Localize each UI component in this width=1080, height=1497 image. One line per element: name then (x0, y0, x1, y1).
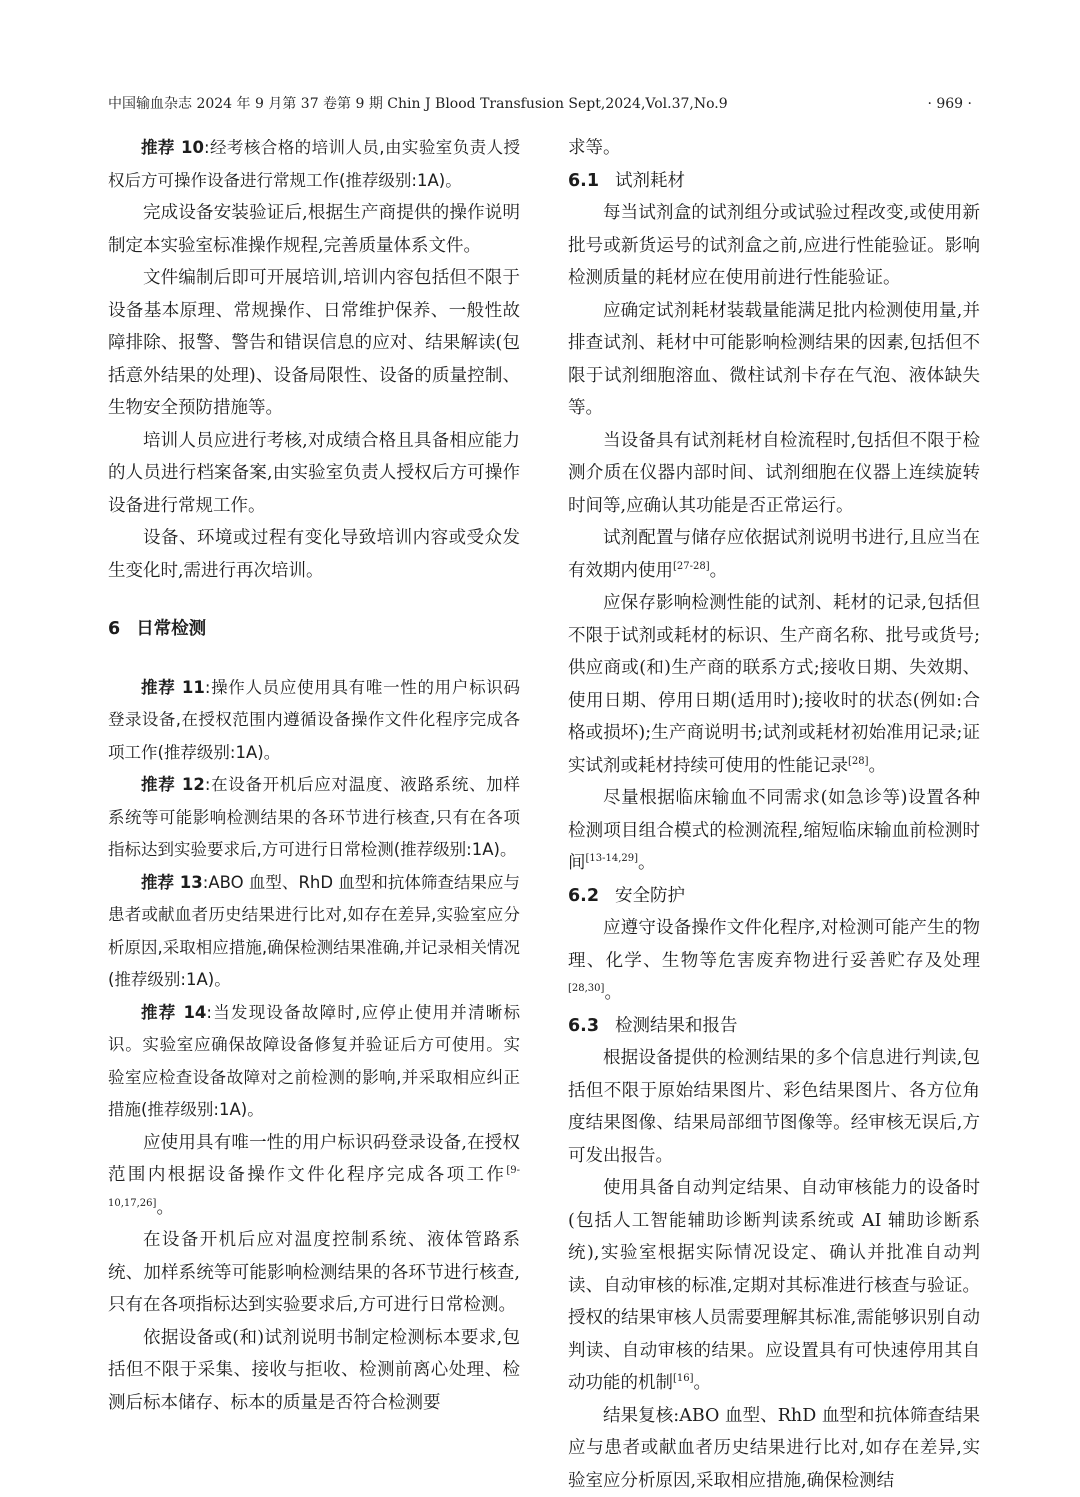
citation: [28] (848, 756, 869, 767)
recommendation-12 (108, 769, 520, 867)
paragraph: 完成设备安装验证后,根据生产商提供的操作说明制定本实验室标准操作规程,完善质量体系文件。 (108, 197, 520, 262)
paragraph (568, 522, 980, 587)
paragraph: 结果复核:ABO 血型、RhD 血型和抗体筛查结果应与患者或献血者历史结果进行比对,如存在差异,实验室应分析原因,采取相应措施,确保检测结 (568, 1400, 980, 1497)
left-column (108, 132, 520, 1419)
citation: [9-10,17,26] (108, 1165, 520, 1209)
citation: [27-28] (673, 561, 710, 572)
paragraph-text: 应保存影响检测性能的试剂、耗材的记录,包括但不限于试剂或耗材的标识、生产商名称、批号或货号;供应商或(和)生产商的联系方式;接收日期、失效期、使用日期、停用日期(适用时);接收时的状态(例如:合格或损坏);生产商说明书;试剂或耗材初始准用记录;证实试剂或耗材持续可使用的性能记录 (568, 593, 980, 776)
citation: [13-14,29] (586, 853, 639, 864)
paragraph-text: 试剂配置与储存应依据试剂说明书进行,且应当在有效期内使用 (568, 528, 980, 581)
paragraph-text: 应使用具有唯一性的用户标识码登录设备,在授权范围内根据设备操作文件化程序完成各项工作 (108, 1133, 520, 1186)
section-heading (108, 613, 520, 646)
subsection-title: 安全防护 (615, 886, 685, 906)
recommendation-label: 推荐 13 (141, 873, 203, 892)
recommendation-text: :ABO 血型、RhD 血型和抗体筛查结果应与患者或献血者历史结果进行比对,如存在差异,实验室应分析原因,采取相应措施,确保检测结果准确,并记录相关情况(推荐级别:1A)。 (108, 873, 520, 990)
recommendation-14 (108, 997, 520, 1127)
paragraph: 根据设备提供的检测结果的多个信息进行判读,包括但不限于原始结果图片、彩色结果图片、各方位角度结果图像、结果局部细节图像等。经审核无误后,方可发出报告。 (568, 1042, 980, 1172)
recommendation-text: :经考核合格的培训人员,由实验室负责人授权后方可操作设备进行常规工作(推荐级别:1A)。 (108, 138, 520, 190)
citation: [28,30] (568, 983, 604, 994)
subsection-title: 检测结果和报告 (615, 1016, 738, 1036)
recommendation-text: :在设备开机后应对温度、液路系统、加样系统等可能影响检测结果的各环节进行核查,只有在各项指标达到实验要求后,方可进行日常检测(推荐级别:1A)。 (108, 775, 520, 859)
recommendation-label: 推荐 11 (141, 678, 205, 697)
paragraph: 当设备具有试剂耗材自检流程时,包括但不限于检测介质在仪器内部时间、试剂细胞在仪器上连续旋转时间等,应确认其功能是否正常运行。 (568, 425, 980, 523)
subsection-heading (568, 1010, 980, 1043)
paragraph (568, 782, 980, 880)
paragraph-text: 应遵守设备操作文件化程序,对检测可能产生的物理、化学、生物等危害废弃物进行妥善贮存及处理 (568, 918, 980, 971)
section-number: 6 (108, 619, 120, 639)
paragraph: 应确定试剂耗材装载量能满足批内检测使用量,并排查试剂、耗材中可能影响检测结果的因素,包括但不限于试剂细胞溶血、微柱试剂卡存在气泡、液体缺失等。 (568, 295, 980, 425)
paragraph-end: 。 (869, 756, 887, 776)
recommendation-label: 推荐 14 (141, 1003, 206, 1022)
paragraph: 文件编制后即可开展培训,培训内容包括但不限于设备基本原理、常规操作、日常维护保养、一般性故障排除、报警、警告和错误信息的应对、结果解读(包括意外结果的处理)、设备局限性、设备的质量控制、生物安全预防措施等。 (108, 262, 520, 425)
paragraph: 每当试剂盒的试剂组分或试验过程改变,或使用新批号或新货运号的试剂盒之前,应进行性能验证。影响检测质量的耗材应在使用前进行性能验证。 (568, 197, 980, 295)
page-number: · 969 · (927, 92, 972, 116)
paragraph-end: 。 (710, 561, 728, 581)
subsection-heading (568, 165, 980, 198)
recommendation-13 (108, 867, 520, 997)
subsection-number: 6.1 (568, 171, 599, 191)
paragraph-end: 。 (694, 1373, 712, 1393)
paragraph (568, 1172, 980, 1400)
paragraph-continuation: 求等。 (568, 132, 980, 165)
paragraph-end: 。 (156, 1198, 174, 1218)
recommendation-label: 推荐 12 (141, 775, 205, 794)
recommendation-text: :操作人员应使用具有唯一性的用户标识码登录设备,在授权范围内遵循设备操作文件化程序完成各项工作(推荐级别:1A)。 (108, 678, 520, 762)
recommendation-label: 推荐 10 (141, 138, 204, 157)
paragraph (568, 912, 980, 1010)
recommendation-11 (108, 672, 520, 770)
journal-citation: 中国输血杂志 2024 年 9 月第 37 卷第 9 期 Chin J Blood Transfusion Sept,2024,Vol.37,No.9 (108, 92, 728, 116)
right-column (568, 132, 980, 1497)
subsection-number: 6.2 (568, 886, 599, 906)
section-title: 日常检测 (136, 619, 206, 639)
paragraph-end: 。 (604, 983, 622, 1003)
running-header (108, 92, 972, 116)
subsection-title: 试剂耗材 (615, 171, 685, 191)
paragraph: 在设备开机后应对温度控制系统、液体管路系统、加样系统等可能影响检测结果的各环节进行核查,只有在各项指标达到实验要求后,方可进行日常检测。 (108, 1224, 520, 1322)
subsection-number: 6.3 (568, 1016, 599, 1036)
paragraph: 设备、环境或过程有变化导致培训内容或受众发生变化时,需进行再次培训。 (108, 522, 520, 587)
recommendation-text: :当发现设备故障时,应停止使用并清晰标识。实验室应确保故障设备修复并验证后方可使用。实验室应检查设备故障对之前检测的影响,并采取相应纠正措施(推荐级别:1A)。 (108, 1003, 520, 1120)
paragraph (108, 1127, 520, 1225)
paragraph: 培训人员应进行考核,对成绩合格且具备相应能力的人员进行档案备案,由实验室负责人授权后方可操作设备进行常规工作。 (108, 425, 520, 523)
paragraph (568, 587, 980, 782)
paragraph-text: 尽量根据临床输血不同需求(如急诊等)设置各种检测项目组合模式的检测流程,缩短临床输血前检测时间 (568, 788, 980, 873)
subsection-heading (568, 880, 980, 913)
paragraph: 依据设备或(和)试剂说明书制定检测标本要求,包括但不限于采集、接收与拒收、检测前离心处理、检测后标本储存、标本的质量是否符合检测要 (108, 1322, 520, 1420)
citation: [16] (673, 1373, 694, 1384)
paragraph-text: 使用具备自动判定结果、自动审核能力的设备时(包括人工智能辅助诊断判读系统或 AI 辅助诊断系统),实验室根据实际情况设定、确认并批准自动判读、自动审核的标准,定期对其标准进行核查与验证。授权的结果审核人员需要理解其标准,需能够识别自动判读、自动审核的结果。应设置具有可快速停用其自动功能的机制 (568, 1178, 980, 1393)
recommendation-10 (108, 132, 520, 197)
paragraph-end: 。 (638, 853, 656, 873)
